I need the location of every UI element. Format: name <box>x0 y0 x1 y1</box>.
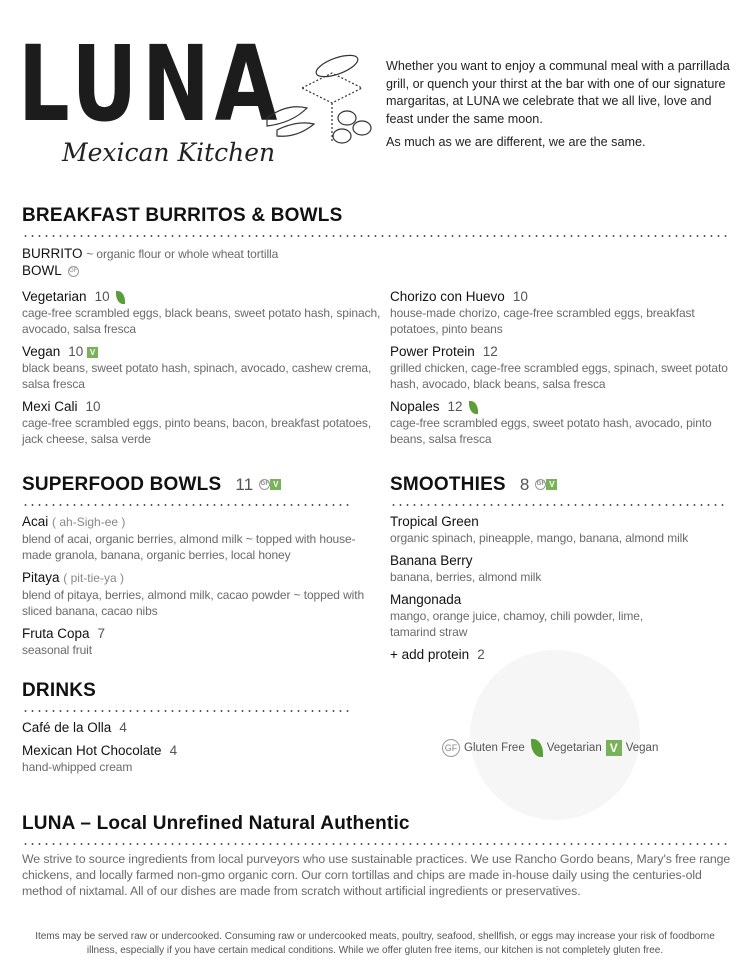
divider <box>22 843 728 845</box>
legend-label: Vegan <box>625 742 659 754</box>
item-desc: mango, orange juice, chamoy, chili powder, lime, tamarind straw <box>390 609 644 639</box>
watermark <box>470 650 640 820</box>
item-name: Fruta Copa <box>22 626 90 641</box>
item-desc: grilled chicken, cage-free scrambled eggs, spinach, sweet potato hash, avocado, black beans, salsa fresca <box>390 361 728 391</box>
menu-item <box>22 719 367 736</box>
item-desc: cage-free scrambled eggs, pinto beans, bacon, breakfast potatoes, jack cheese, salsa verde <box>22 416 372 446</box>
burrito-desc: ~ organic flour or whole wheat tortilla <box>86 247 279 261</box>
menu-item <box>22 569 384 619</box>
item-name: Nopales <box>390 399 440 414</box>
vegetarian-leaf-icon <box>116 291 125 304</box>
title-text: SMOOTHIES <box>390 474 506 495</box>
menu-item: Tropical Green organic spinach, pineapple, mango, banana, almond milk <box>390 513 745 546</box>
breakfast-right-column <box>390 288 745 453</box>
item-name: Mexican Hot Chocolate <box>22 743 162 758</box>
item-name: Acai <box>22 514 49 529</box>
vegan-icon: V <box>606 740 622 756</box>
smoothie-items <box>390 513 745 663</box>
breakfast-left-column <box>22 288 384 453</box>
drinks-items <box>22 719 367 781</box>
menu-item <box>390 398 745 447</box>
item-price: 12 <box>447 399 463 414</box>
menu-item <box>22 625 384 658</box>
item-desc: cage-free scrambled eggs, sweet potato hash, avocado, pinto beans, salsa fresca <box>390 416 712 446</box>
item-name: Chorizo con Huevo <box>390 289 505 304</box>
item-price: 4 <box>119 720 127 735</box>
item-name: Power Protein <box>390 344 475 359</box>
item-price: 4 <box>169 743 178 758</box>
section-title-about: LUNA – Local Unrefined Natural Authentic <box>22 813 410 834</box>
intro-paragraph: Whether you want to enjoy a communal meal with a parrillada grill, or quench your thirst at the bar with one of our signature margaritas, at LUNA we celebrate that we all live, love and feast under the same moon. <box>386 59 730 126</box>
menu-item <box>22 742 367 775</box>
gluten-free-icon: GF <box>442 739 460 757</box>
item-desc: cage-free scrambled eggs, black beans, sweet potato hash, spinach, avocado, salsa fresca <box>22 306 381 336</box>
item-desc: house-made chorizo, cage-free scrambled eggs, breakfast potatoes, pinto beans <box>390 306 695 336</box>
vegetarian-leaf-icon <box>531 739 543 757</box>
logo: LUNA <box>18 23 283 145</box>
vegetarian-leaf-icon <box>469 401 478 414</box>
divider <box>390 504 728 506</box>
menu-item <box>22 343 384 392</box>
item-desc: hand-whipped cream <box>22 760 133 774</box>
menu-item <box>390 288 745 337</box>
divider <box>22 504 350 506</box>
item-desc: organic spinach, pineapple, mango, banana, almond milk <box>390 531 689 545</box>
item-pronunciation: ( ah-Sigh-ee ) <box>52 515 126 529</box>
item-name: Café de la Olla <box>22 720 112 735</box>
menu-item <box>22 398 384 447</box>
item-pronunciation: ( pit-tie-ya ) <box>63 571 124 585</box>
divider <box>22 235 728 237</box>
burrito-bowl-info <box>22 245 278 279</box>
menu-item <box>22 513 384 563</box>
footer-disclaimer: Items may be served raw or undercooked. Consuming raw or undercooked meats, poultry, seafood, shellfish, or eggs may increase your risk of foodborne illness, especially if you have certain medical conditions. While we offer gluten free items, our kitchen is not completely gluten free. <box>35 931 715 956</box>
item-price: 10 <box>68 344 84 359</box>
section-price: 8 <box>519 475 530 494</box>
menu-item: Mangonada mango, orange juice, chamoy, chili powder, lime, tamarind straw <box>390 591 670 640</box>
title-text: SUPERFOOD BOWLS <box>22 474 222 495</box>
item-name: Mexi Cali <box>22 399 78 414</box>
intro-paragraph: As much as we are different, we are the same. <box>386 135 646 149</box>
vegan-icon: V <box>87 347 98 358</box>
item-price: 7 <box>97 626 106 641</box>
gluten-free-icon: GF <box>535 479 546 490</box>
gluten-free-icon: GF <box>68 266 79 277</box>
burrito-label: BURRITO <box>22 246 83 261</box>
food-illustration <box>262 48 382 158</box>
item-desc: blend of pitaya, berries, almond milk, cacao powder ~ topped with sliced banana, cacao nibs <box>22 588 365 618</box>
vegan-icon: V <box>546 479 557 490</box>
section-title-superfood <box>22 473 281 497</box>
addon-label: + add protein <box>390 647 470 662</box>
item-price: 10 <box>512 289 528 304</box>
logo-subtitle: Mexican Kitchen <box>62 138 276 167</box>
item-price: 10 <box>85 399 101 414</box>
item-name: Pitaya <box>22 570 60 585</box>
item-name: Vegan <box>22 344 61 359</box>
legend-label: Vegetarian <box>546 742 602 754</box>
legend-label: Gluten Free <box>464 742 525 754</box>
item-desc: black beans, sweet potato hash, spinach, avocado, cashew crema, salsa fresca <box>22 361 372 391</box>
addon-price: 2 <box>477 647 485 662</box>
menu-item <box>22 288 384 337</box>
item-price: 12 <box>482 344 498 359</box>
add-protein <box>390 646 745 663</box>
about-text: We strive to source ingredients from local purveyors who use sustainable practices. We use Rancho Gordo beans, Mary's free range chickens, and locally farmed non-gmo organic corn. Our corn tortillas and chips are made in-house daily using the centuries-old method of nixtamal. All of our dishes are made from scratch without artificial ingredients or preservatives. <box>22 852 731 898</box>
section-title-breakfast: BREAKFAST BURRITOS & BOWLS <box>22 205 343 226</box>
intro-text <box>386 58 731 158</box>
superfood-items <box>22 513 384 664</box>
item-price: 10 <box>94 289 110 304</box>
bowl-label: BOWL <box>22 263 62 278</box>
divider <box>22 710 350 712</box>
section-price: 11 <box>235 475 254 494</box>
section-title-smoothies <box>390 473 557 497</box>
vegan-icon: V <box>270 479 281 490</box>
item-desc: banana, berries, almond milk <box>390 570 542 584</box>
dietary-legend <box>442 739 658 757</box>
item-desc: blend of acai, organic berries, almond milk ~ topped with house-made granola, banana, organic berries, local honey <box>22 532 356 562</box>
section-title-drinks: DRINKS <box>22 680 97 701</box>
menu-item <box>390 343 745 392</box>
gluten-free-icon: GF <box>259 479 270 490</box>
item-desc: seasonal fruit <box>22 643 92 657</box>
menu-item: Banana Berry banana, berries, almond milk <box>390 552 745 585</box>
item-name: Vegetarian <box>22 289 87 304</box>
